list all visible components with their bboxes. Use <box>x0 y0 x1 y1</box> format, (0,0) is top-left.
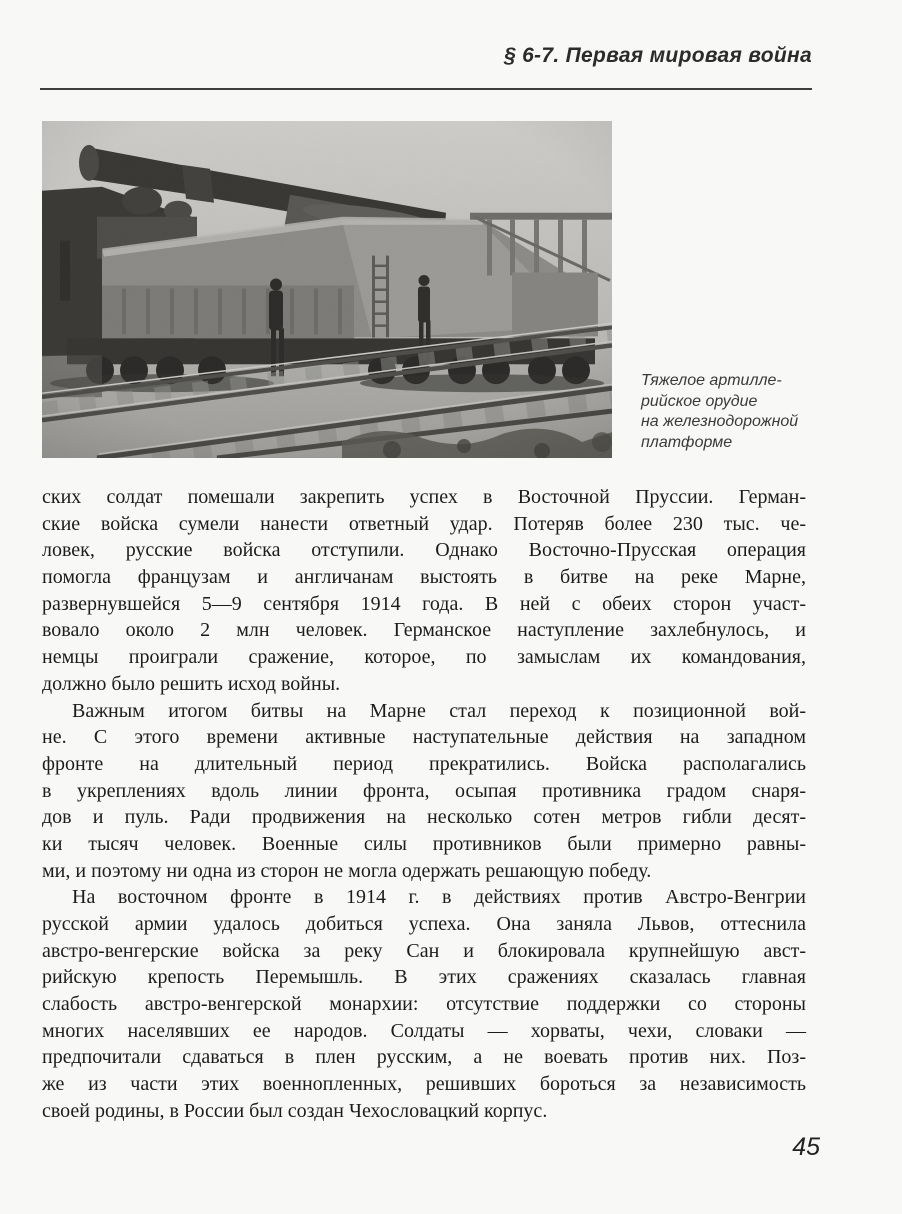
text-line: должно было решить исход войны. <box>42 672 341 695</box>
text-line: своей родины, в России был создан Чехословацкий корпус. <box>42 1099 548 1122</box>
railway-gun-illustration <box>42 121 612 458</box>
text-line: рийскую крепость Перемышль. В этих сражениях сказалась главная <box>42 966 806 989</box>
text-line: ловек, русские войска отступили. Однако Восточно-Прусская операция <box>42 539 806 562</box>
text-line: развернувшейся 5—9 сентября 1914 года. В ней с обеих сторон участ- <box>42 592 806 615</box>
photo-caption <box>641 371 841 453</box>
text-line: вовало около 2 млн человек. Германское наступление захлебнулось, и <box>42 619 806 642</box>
page-number: 45 <box>792 1133 820 1161</box>
text-line: же из части этих военнопленных, решивших бороться за независимость <box>42 1073 806 1096</box>
text-line: многих населявших ее народов. Солдаты — хорваты, чехи, словаки — <box>42 1019 806 1042</box>
paragraph <box>42 484 806 698</box>
paragraph <box>42 698 806 885</box>
text-line: дов и пуль. Ради продвижения на несколько сотен метров гибли десят- <box>42 806 806 829</box>
section-header: § 6-7. Первая мировая война <box>503 44 812 67</box>
text-line: ми, и поэтому ни одна из сторон не могла одержать решающую победу. <box>42 859 652 882</box>
artillery-photo <box>42 121 612 458</box>
text-line: помогла французам и англичанам выстоять в битве на реке Марне, <box>42 566 806 589</box>
text-line: русской армии удалось добиться успеха. Она заняла Львов, оттеснила <box>42 913 806 935</box>
body-text <box>42 484 806 1125</box>
text-line: не. С этого времени активные наступательные действия на западном <box>42 726 806 749</box>
text-line: фронте на длительный период прекратились. Войска располагались <box>42 752 806 775</box>
text-line: немцы проиграли сражение, которое, по замыслам их командования, <box>42 646 806 669</box>
caption-line: платформе <box>641 433 733 451</box>
paragraph <box>42 884 806 1124</box>
text-line: слабость австро-венгерской монархии: отсутствие поддержки со стороны <box>42 993 806 1016</box>
caption-line: Тяжелое артилле- <box>641 372 782 389</box>
caption-line: на железнодорожной <box>641 413 799 430</box>
caption-line: рийское орудие <box>641 392 758 410</box>
text-line: австро-венгерские войска за реку Сан и блокировала крупнейшую авст- <box>42 939 806 962</box>
text-line: ки тысяч человек. Военные силы противников были примерно равны- <box>42 832 806 855</box>
header-rule <box>40 88 812 90</box>
text-line: в укреплениях вдоль линии фронта, осыпая противника градом снаря- <box>42 779 806 802</box>
text-line: ские войска сумели нанести ответный удар. Потеряв более 230 тыс. че- <box>42 512 806 535</box>
text-line: На восточном фронте в 1914 г. в действиях против Австро-Венгрии <box>72 886 806 909</box>
text-line: предпочитали сдаваться в плен русским, а не воевать против них. Поз- <box>42 1046 806 1069</box>
text-line: Важным итогом битвы на Марне стал переход к позиционной вой- <box>72 699 806 722</box>
text-line: ских солдат помешали закрепить успех в Восточной Пруссии. Герман- <box>42 486 806 508</box>
